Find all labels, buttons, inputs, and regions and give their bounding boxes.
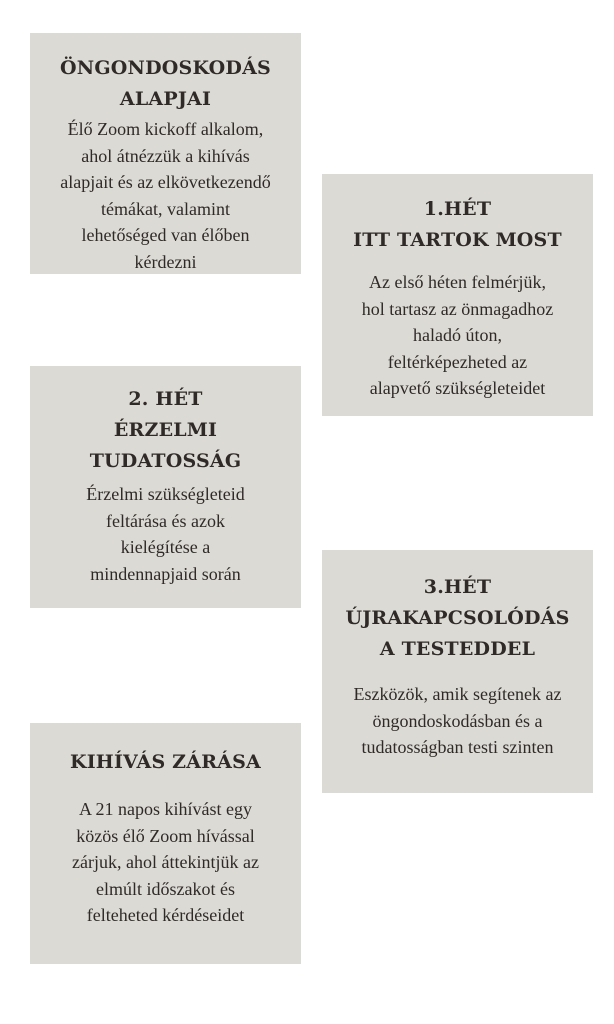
card-title (60, 53, 271, 115)
card-title (345, 572, 569, 665)
card-title-line: ÖNGONDOSKODÁS (60, 57, 271, 79)
card-week-2 (30, 366, 301, 608)
card-description-line: zárjuk, ahol áttekintjük az (72, 852, 259, 873)
card-description-line: témákat, valamint (101, 198, 230, 219)
card-description (362, 269, 553, 402)
card-description-line: közös élő Zoom hívással (76, 825, 255, 846)
card-title-line: KIHÍVÁS ZÁRÁSA (70, 751, 261, 773)
card-description-line: feltérképezheted az (387, 351, 528, 372)
card-description-line: A 21 napos kihívást egy (79, 799, 252, 819)
card-title-line: ITT TARTOK MOST (353, 229, 562, 251)
card-description (86, 481, 244, 587)
card-description-line: alapvető szükségleteidet (369, 378, 546, 399)
card-ongondoskodas-alapjai (30, 33, 301, 274)
card-description-line: Érzelmi szükségleteid (86, 484, 245, 504)
card-description (354, 681, 562, 761)
card-title-line: ALAPJAI (119, 88, 212, 110)
card-description-line: haladó úton, (413, 325, 502, 346)
card-description (72, 796, 259, 929)
card-description-line: mindennapjaid során (90, 563, 241, 584)
card-description-line: feltárása és azok (106, 510, 225, 531)
card-description-line: felteheted kérdéseidet (86, 905, 245, 926)
card-title-line: ÚJRAKAPCSOLÓDÁS (345, 607, 570, 629)
card-week-3 (322, 550, 593, 793)
card-description-line: elmúlt időszakot és (96, 878, 235, 899)
card-week-1 (322, 174, 593, 416)
card-description-line: kielégítése a (120, 537, 211, 558)
card-description-line: ahol átnézzük a kihívás (81, 145, 250, 166)
card-description-line: öngondoskodásban és a (372, 710, 543, 731)
card-description-line: tudatosságban testi szinten (361, 737, 554, 758)
card-description (60, 116, 270, 276)
card-title (90, 384, 242, 477)
card-description-line: hol tartasz az önmagadhoz (361, 298, 554, 319)
card-title-line: 1.HÉT (423, 198, 492, 220)
card-description-line: Eszközök, amik segítenek az (353, 684, 562, 704)
card-description-line: Az első héten felmérjük, (369, 272, 546, 292)
card-title-line: ÉRZELMI (113, 419, 218, 441)
card-description-line: Élő Zoom kickoff alkalom, (67, 119, 264, 139)
card-title-line: 3.HÉT (423, 576, 492, 598)
card-description-line: lehetőséged van élőben (81, 225, 250, 246)
card-title-line: TUDATOSSÁG (89, 450, 242, 472)
card-title-line: 2. HÉT (128, 388, 203, 410)
card-description-line: kérdezni (134, 251, 197, 272)
card-kihivas-zarasa (30, 723, 301, 964)
card-title (70, 747, 261, 778)
card-title (353, 194, 562, 256)
card-description-line: alapjait és az elkövetkezendő (60, 172, 271, 193)
card-title-line: A TESTEDDEL (379, 638, 536, 660)
